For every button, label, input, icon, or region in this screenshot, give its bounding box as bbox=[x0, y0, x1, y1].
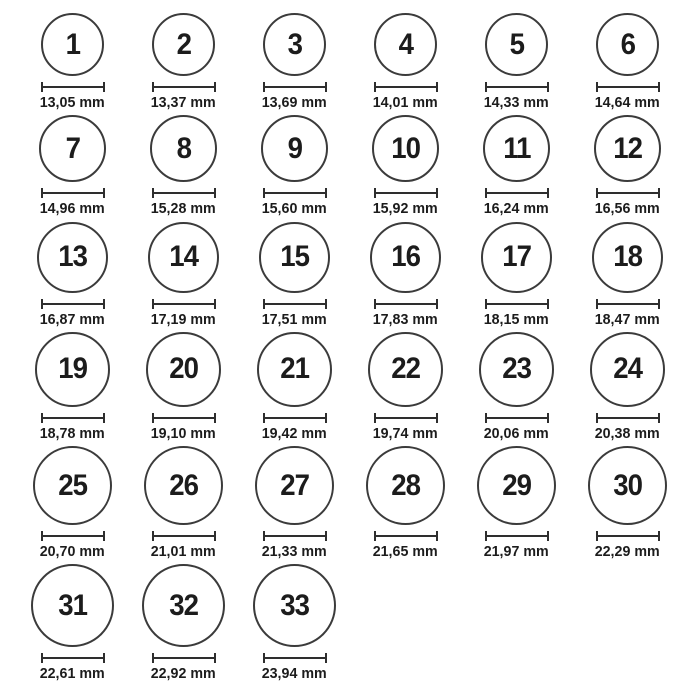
ring-circle bbox=[261, 115, 328, 182]
diameter-measure-bar bbox=[152, 653, 216, 663]
ring-circle bbox=[41, 13, 104, 76]
ring-size-row bbox=[0, 446, 700, 560]
diameter-measure-bar bbox=[152, 82, 216, 92]
ring-size-number: 16 bbox=[391, 240, 420, 273]
diameter-label: 21,97 mm bbox=[484, 543, 549, 560]
ring-size-item bbox=[350, 446, 461, 560]
ring-circle bbox=[596, 13, 659, 76]
ring-circle bbox=[33, 446, 112, 525]
diameter-measure-bar bbox=[374, 531, 438, 541]
ring-size-number: 15 bbox=[280, 240, 309, 273]
diameter-measure-bar bbox=[152, 413, 216, 423]
diameter-measure-bar bbox=[374, 188, 438, 198]
ring-circle bbox=[152, 13, 215, 76]
diameter-label: 17,19 mm bbox=[151, 310, 216, 328]
diameter-measure-bar bbox=[263, 413, 327, 423]
ring-size-item bbox=[461, 13, 572, 111]
ring-size-row bbox=[0, 13, 700, 111]
diameter-measure-bar bbox=[485, 413, 549, 423]
ring-size-item bbox=[350, 222, 461, 328]
diameter-measure-bar bbox=[41, 531, 105, 541]
ring-circle bbox=[366, 446, 445, 525]
ring-size-number: 10 bbox=[391, 131, 420, 165]
ring-circle bbox=[37, 222, 108, 293]
diameter-measure-bar bbox=[374, 413, 438, 423]
ring-size-number: 11 bbox=[502, 131, 531, 165]
ring-size-number: 5 bbox=[509, 27, 524, 61]
ring-size-number: 9 bbox=[287, 131, 302, 165]
diameter-label: 20,06 mm bbox=[484, 424, 549, 442]
ring-circle bbox=[479, 332, 554, 407]
diameter-measure-bar bbox=[263, 653, 327, 663]
ring-circle bbox=[257, 332, 332, 407]
ring-size-item bbox=[17, 332, 128, 442]
ring-size-number: 1 bbox=[65, 27, 80, 61]
diameter-measure-bar bbox=[41, 299, 105, 309]
ring-size-item bbox=[239, 446, 350, 560]
ring-circle bbox=[594, 115, 661, 182]
diameter-label: 13,69 mm bbox=[262, 94, 327, 111]
ring-size-row bbox=[0, 115, 700, 217]
diameter-measure-bar bbox=[263, 188, 327, 198]
diameter-label: 19,42 mm bbox=[262, 424, 327, 442]
ring-size-item bbox=[350, 332, 461, 442]
diameter-label: 14,01 mm bbox=[373, 94, 438, 111]
ring-size-item bbox=[572, 115, 683, 217]
diameter-measure-bar bbox=[596, 188, 660, 198]
diameter-label: 22,29 mm bbox=[595, 543, 660, 560]
diameter-measure-bar bbox=[374, 299, 438, 309]
diameter-measure-bar bbox=[41, 653, 105, 663]
ring-circle bbox=[263, 13, 326, 76]
diameter-measure-bar bbox=[152, 188, 216, 198]
diameter-label: 16,56 mm bbox=[595, 200, 660, 218]
ring-size-item bbox=[128, 115, 239, 217]
diameter-label: 18,47 mm bbox=[595, 310, 660, 328]
ring-circle bbox=[259, 222, 330, 293]
diameter-label: 23,94 mm bbox=[262, 665, 327, 683]
ring-size-item bbox=[461, 115, 572, 217]
ring-size-item bbox=[239, 332, 350, 442]
ring-size-number: 32 bbox=[169, 588, 198, 622]
diameter-measure-bar bbox=[41, 413, 105, 423]
diameter-measure-bar bbox=[152, 299, 216, 309]
ring-circle bbox=[39, 115, 106, 182]
diameter-measure-bar bbox=[485, 299, 549, 309]
ring-circle bbox=[31, 564, 114, 647]
diameter-label: 20,38 mm bbox=[595, 424, 660, 442]
diameter-measure-bar bbox=[596, 531, 660, 541]
ring-size-item bbox=[239, 222, 350, 328]
ring-circle bbox=[150, 115, 217, 182]
diameter-label: 15,92 mm bbox=[373, 200, 438, 218]
diameter-measure-bar bbox=[596, 299, 660, 309]
ring-size-row bbox=[0, 222, 700, 328]
ring-circle bbox=[370, 222, 441, 293]
diameter-label: 13,05 mm bbox=[40, 94, 105, 111]
ring-size-number: 17 bbox=[502, 240, 531, 273]
diameter-measure-bar bbox=[41, 82, 105, 92]
ring-size-item bbox=[17, 564, 128, 682]
diameter-label: 14,64 mm bbox=[595, 94, 660, 111]
ring-circle bbox=[483, 115, 550, 182]
ring-size-number: 8 bbox=[176, 131, 191, 165]
ring-circle bbox=[485, 13, 548, 76]
ring-size-number: 27 bbox=[280, 468, 309, 502]
ring-size-item bbox=[128, 564, 239, 682]
ring-size-number: 21 bbox=[280, 352, 309, 386]
diameter-label: 21,01 mm bbox=[151, 543, 216, 560]
ring-circle bbox=[374, 13, 437, 76]
ring-size-number: 31 bbox=[58, 588, 87, 622]
ring-size-item bbox=[350, 115, 461, 217]
diameter-label: 22,92 mm bbox=[151, 665, 216, 683]
ring-size-number: 7 bbox=[65, 131, 80, 165]
ring-circle bbox=[592, 222, 663, 293]
ring-size-number: 26 bbox=[169, 468, 198, 502]
ring-circle bbox=[144, 446, 223, 525]
diameter-label: 17,83 mm bbox=[373, 310, 438, 328]
ring-size-number: 19 bbox=[58, 352, 87, 386]
ring-size-number: 28 bbox=[391, 468, 420, 502]
diameter-label: 18,78 mm bbox=[40, 424, 105, 442]
diameter-measure-bar bbox=[374, 82, 438, 92]
diameter-label: 15,60 mm bbox=[262, 200, 327, 218]
ring-size-number: 2 bbox=[176, 27, 191, 61]
diameter-measure-bar bbox=[596, 413, 660, 423]
ring-size-item bbox=[128, 13, 239, 111]
ring-circle bbox=[148, 222, 219, 293]
diameter-measure-bar bbox=[485, 82, 549, 92]
ring-size-item bbox=[128, 446, 239, 560]
ring-circle bbox=[481, 222, 552, 293]
diameter-label: 21,65 mm bbox=[373, 543, 438, 560]
ring-size-item bbox=[461, 222, 572, 328]
diameter-measure-bar bbox=[596, 82, 660, 92]
ring-size-row bbox=[0, 332, 700, 442]
diameter-measure-bar bbox=[485, 531, 549, 541]
diameter-measure-bar bbox=[485, 188, 549, 198]
diameter-label: 20,70 mm bbox=[40, 543, 105, 560]
ring-size-number: 33 bbox=[280, 588, 309, 622]
ring-size-number: 22 bbox=[391, 352, 420, 386]
ring-size-item bbox=[128, 222, 239, 328]
diameter-label: 17,51 mm bbox=[262, 310, 327, 328]
diameter-measure-bar bbox=[41, 188, 105, 198]
diameter-label: 14,33 mm bbox=[484, 94, 549, 111]
ring-size-item bbox=[239, 13, 350, 111]
ring-size-item bbox=[239, 564, 350, 682]
ring-circle bbox=[368, 332, 443, 407]
ring-size-item bbox=[17, 446, 128, 560]
diameter-measure-bar bbox=[263, 299, 327, 309]
ring-circle bbox=[588, 446, 667, 525]
diameter-measure-bar bbox=[263, 531, 327, 541]
ring-size-number: 6 bbox=[620, 27, 635, 61]
diameter-label: 19,74 mm bbox=[373, 424, 438, 442]
ring-size-item bbox=[572, 332, 683, 442]
ring-size-number: 18 bbox=[613, 240, 642, 273]
diameter-label: 15,28 mm bbox=[151, 200, 216, 218]
ring-size-number: 30 bbox=[613, 468, 642, 502]
ring-circle bbox=[146, 332, 221, 407]
ring-circle bbox=[477, 446, 556, 525]
ring-circle bbox=[372, 115, 439, 182]
ring-circle bbox=[253, 564, 336, 647]
ring-size-number: 4 bbox=[398, 27, 413, 61]
ring-size-item bbox=[350, 13, 461, 111]
ring-size-item bbox=[461, 446, 572, 560]
ring-size-item bbox=[128, 332, 239, 442]
ring-size-number: 3 bbox=[287, 27, 302, 61]
diameter-measure-bar bbox=[152, 531, 216, 541]
ring-size-row bbox=[0, 564, 700, 682]
ring-size-number: 13 bbox=[58, 240, 87, 273]
ring-size-item bbox=[572, 446, 683, 560]
diameter-label: 19,10 mm bbox=[151, 424, 216, 442]
diameter-label: 14,96 mm bbox=[40, 200, 105, 218]
ring-size-number: 14 bbox=[169, 240, 198, 273]
diameter-label: 13,37 mm bbox=[151, 94, 216, 111]
diameter-label: 21,33 mm bbox=[262, 543, 327, 560]
ring-size-number: 20 bbox=[169, 352, 198, 386]
diameter-label: 16,24 mm bbox=[484, 200, 549, 218]
ring-size-item bbox=[17, 222, 128, 328]
ring-circle bbox=[590, 332, 665, 407]
diameter-measure-bar bbox=[263, 82, 327, 92]
ring-size-number: 23 bbox=[502, 352, 531, 386]
ring-size-number: 25 bbox=[58, 468, 87, 502]
ring-size-item bbox=[17, 115, 128, 217]
diameter-label: 22,61 mm bbox=[40, 665, 105, 683]
ring-size-item bbox=[239, 115, 350, 217]
ring-size-item bbox=[572, 13, 683, 111]
ring-size-item bbox=[461, 332, 572, 442]
ring-size-item bbox=[572, 222, 683, 328]
ring-size-number: 24 bbox=[613, 352, 642, 386]
diameter-label: 16,87 mm bbox=[40, 310, 105, 328]
diameter-label: 18,15 mm bbox=[484, 310, 549, 328]
ring-size-number: 29 bbox=[502, 468, 531, 502]
ring-circle bbox=[35, 332, 110, 407]
ring-size-number: 12 bbox=[613, 131, 642, 165]
ring-circle bbox=[255, 446, 334, 525]
ring-size-item bbox=[17, 13, 128, 111]
ring-circle bbox=[142, 564, 225, 647]
